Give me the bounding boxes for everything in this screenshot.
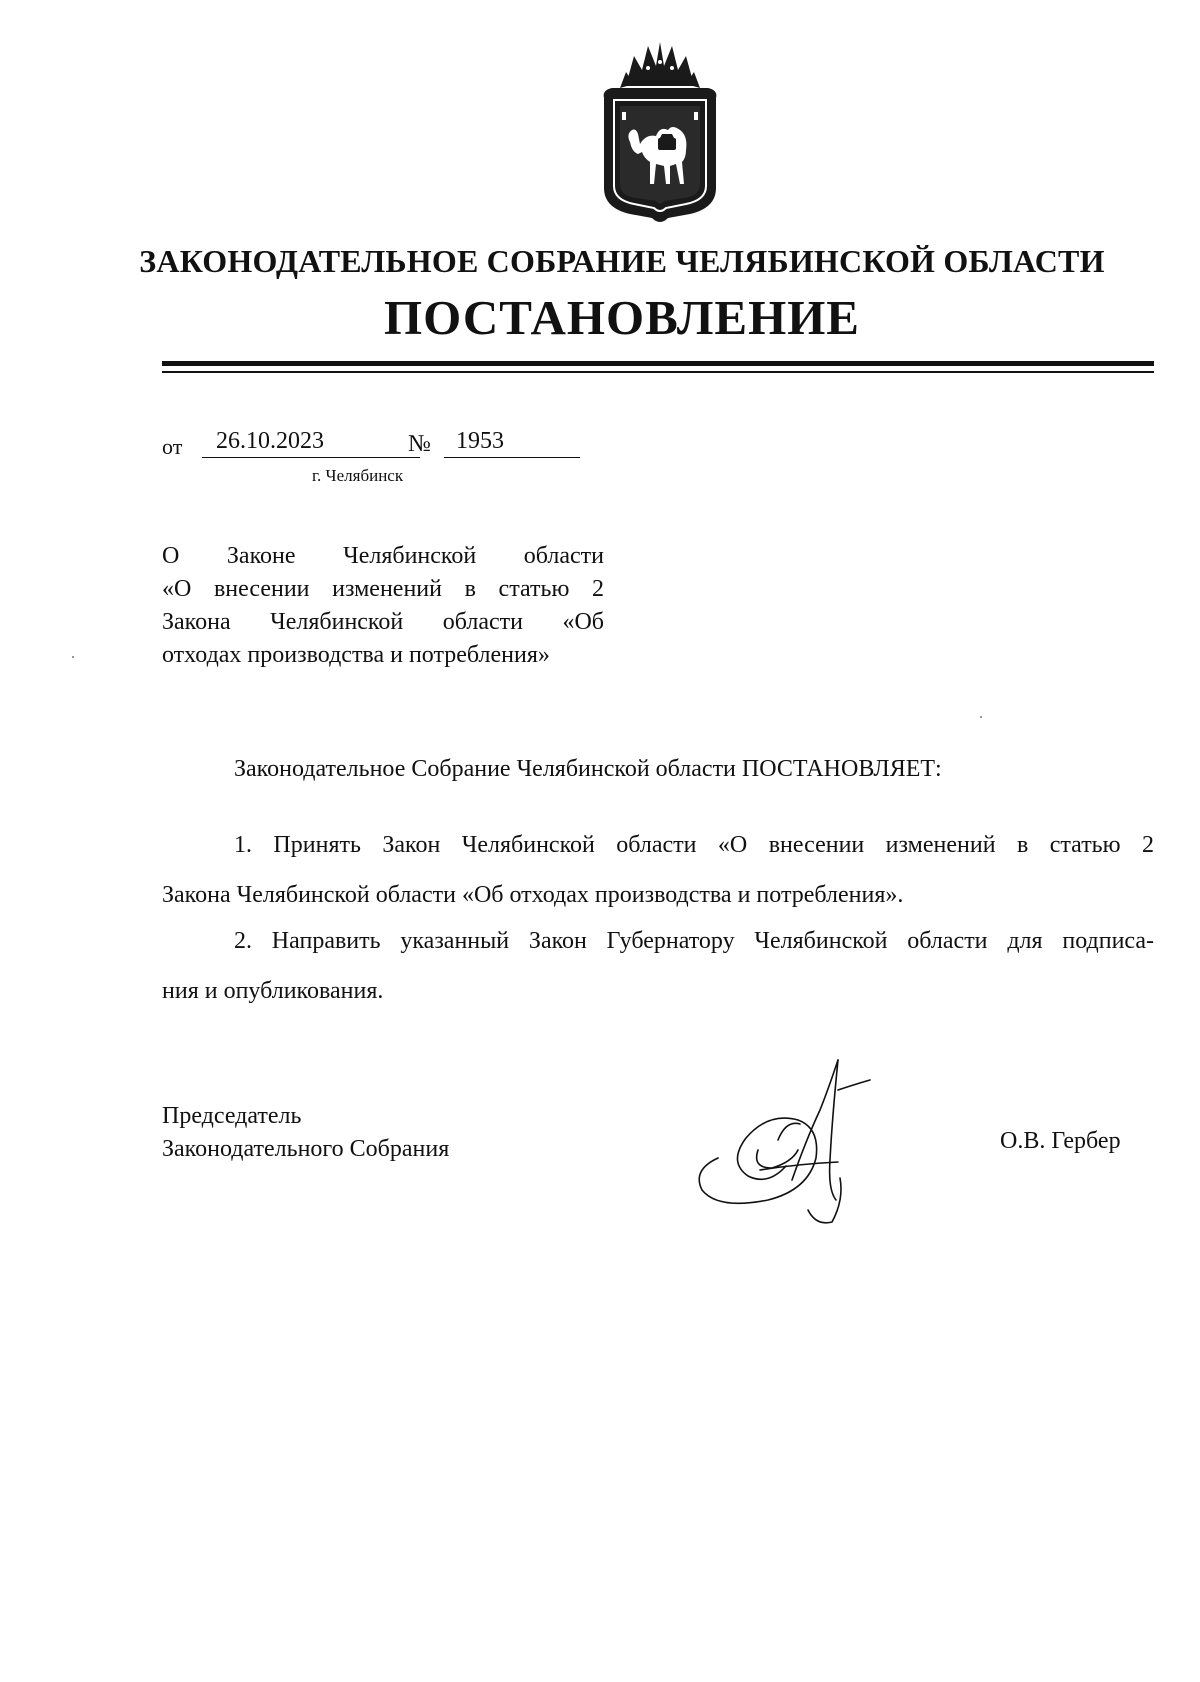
document-subject (162, 540, 604, 672)
subject-line: Закона Челябинской области «Об (162, 609, 604, 635)
signer-title (162, 1100, 449, 1166)
signer-title-line: Законодательного Собрания (162, 1136, 450, 1162)
subject-line: отходах производства и потребления» (162, 642, 550, 668)
paragraph-2 (162, 916, 1154, 1016)
organization-title: ЗАКОНОДАТЕЛЬНОЕ СОБРАНИЕ ЧЕЛЯБИНСКОЙ ОБЛАСТИ (139, 243, 1105, 279)
signer-name: О.В. Гербер (1000, 1128, 1121, 1154)
document-type-heading: ПОСТАНОВЛЕНИЕ (384, 290, 860, 345)
scan-artifact (980, 716, 982, 718)
handwritten-signature (688, 1050, 908, 1230)
paragraph-1 (162, 820, 1154, 920)
paragraph-line: Закона Челябинской области «Об отходах производства и потребления». (162, 882, 904, 908)
subject-line: «О внесении изменений в статью 2 (162, 576, 604, 602)
number-label: № (408, 431, 431, 457)
signer-title-line: Председатель (162, 1103, 302, 1129)
coat-of-arms-icon (590, 38, 730, 228)
paragraph-line: 2. Направить указанный Закон Губернатору Челябинской области для подписа- (234, 928, 1154, 954)
paragraph-line: 1. Принять Закон Челябинской области «О внесении изменений в статью 2 (234, 832, 1154, 858)
document-date: 26.10.2023 (202, 426, 420, 458)
header-divider-thick (162, 361, 1154, 366)
paragraph-line: ния и опубликования. (162, 978, 384, 1004)
decree-intro: Законодательное Собрание Челябинской области ПОСТАНОВЛЯЕТ: (234, 756, 942, 782)
subject-line: О Законе Челябинской области (162, 543, 604, 569)
document-number: 1953 (444, 426, 580, 458)
registration-row (162, 426, 582, 466)
date-label: от (162, 434, 183, 459)
scan-artifact (72, 656, 74, 658)
header-divider-thin (162, 371, 1154, 373)
city-label: г. Челябинск (312, 466, 404, 485)
